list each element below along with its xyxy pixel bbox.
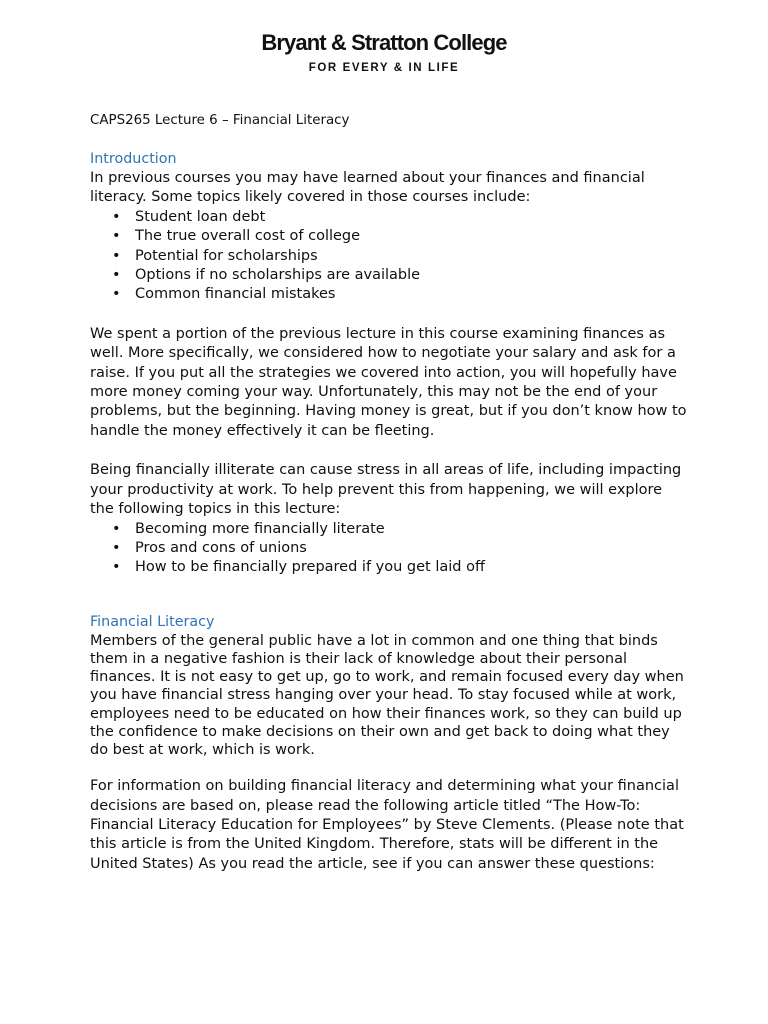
list-item: • Becoming more financially literate [90,520,690,539]
article-paragraph: For information on building financial literacy and determining what your financial decisions are based on, please read the following article titled “The How-To: Financial Literacy Education for Employees” by Steve Clements. (Please note that this article is from the United Kingdom. Therefore, stats will be different in the United States) As you read the article, see if you can answer these questions: [90,778,684,872]
bullet-icon: • [112,208,121,225]
general-public-paragraph: Members of the general public have a lot in common and one thing that binds them in a negative fashion is their lack of knowledge about their personal finances. It is not easy to get up, go to work, and remain focused every day when you have financial stress hanging over your head. To stay focused while at work, employees need to be educated on how their finances work, so they can build up the confidence to make decisions on their own and get back to doing what they do best at work, which is work. [90,632,684,758]
bullet-icon: • [112,267,121,284]
bullet-icon: • [112,520,121,537]
list-item: • Pros and cons of unions [90,539,690,558]
list-item: • The true overall cost of college [90,227,690,246]
lecture-topics-list [90,520,690,578]
list-item: • Options if no scholarships are available [90,266,690,285]
list-item: • How to be financially prepared if you get laid off [90,558,690,577]
list-item: • Potential for scholarships [90,247,690,266]
document-body [90,111,690,874]
prior-topics-list [90,208,690,305]
bullet-icon: • [112,286,121,303]
bullet-icon: • [112,228,121,245]
introduction-paragraph: In previous courses you may have learned about your finances and financial literacy. Some topics likely covered in those courses include: [90,170,645,206]
college-logo [0,30,768,75]
list-item: • Student loan debt [90,208,690,227]
document-title: CAPS265 Lecture 6 – Financial Literacy [90,113,350,128]
illiteracy-paragraph: Being financially illiterate can cause stress in all areas of life, including impacting your productivity at work. To help prevent this from happening, we will explore the following topics in this lecture: [90,462,682,518]
bullet-icon: • [112,247,121,264]
introduction-heading: Introduction [90,151,177,167]
college-tagline: FOR EVERY & IN LIFE [308,62,460,74]
bullet-icon: • [112,559,121,576]
financial-literacy-heading: Financial Literacy [90,613,215,630]
previous-lecture-paragraph: We spent a portion of the previous lecture in this course examining finances as well. More specifically, we considered how to negotiate your salary and ask for a raise. If you put all the strategies we covered into action, you will hopefully have more money coming your way. Unfortunately, this may not be the end of your problems, but the beginning. Having money is great, but if you don’t know how to handle the money effectively it can be fleeting. [90,325,687,439]
bullet-icon: • [112,539,121,556]
list-item: • Common financial mistakes [90,285,690,304]
college-name: Bryant & Stratton College [261,30,507,55]
